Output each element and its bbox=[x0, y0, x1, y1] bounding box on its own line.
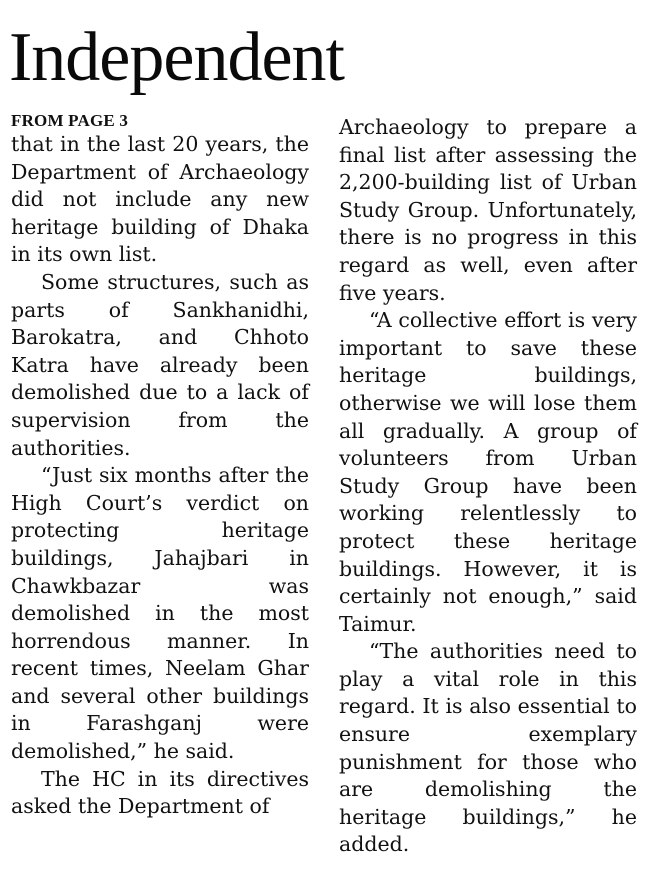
paragraph: Archaeology to prepare a final list after assessing the 2,200-building list of Urban Study Group. Unfortunately, there is no progress in this regard as well, even after five years. bbox=[339, 115, 637, 305]
paragraph: “Just six months after the High Court’s verdict on protecting heritage buildings, Jahajbari in Chawkbazar was demolished in the most horrendous manner. In recent times, Neelam Ghar and several other buildings in Farashganj were demolished,” he said. bbox=[11, 463, 309, 764]
headline: Independent bbox=[9, 19, 344, 96]
article-column-left bbox=[11, 111, 309, 821]
paragraph: The HC in its directives asked the Department of bbox=[11, 766, 309, 819]
paragraph: “A collective effort is very important to save these heritage buildings, otherwise we will lose them all gradually. A group of volunteers from Urban Study Group have been working relentlessly to protect these heritage buildings. However, it is certainly not enough,” said Taimur. bbox=[339, 308, 637, 636]
paragraph: that in the last 20 years, the Department of Archaeology did not include any new heritage building of Dhaka in its own list. bbox=[11, 132, 309, 267]
paragraph: Some structures, such as parts of Sankhanidhi, Barokatra, and Chhoto Katra have already been demolished due to a lack of supervision from the authorities. bbox=[11, 269, 309, 460]
paragraph: “The authorities need to play a vital role in this regard. It is also essential to ensure exemplary punishment for those who are demolishing the heritage buildings,” he added. bbox=[339, 639, 637, 857]
continuation-kicker: FROM PAGE 3 bbox=[11, 111, 129, 130]
article-column-right bbox=[339, 114, 637, 859]
